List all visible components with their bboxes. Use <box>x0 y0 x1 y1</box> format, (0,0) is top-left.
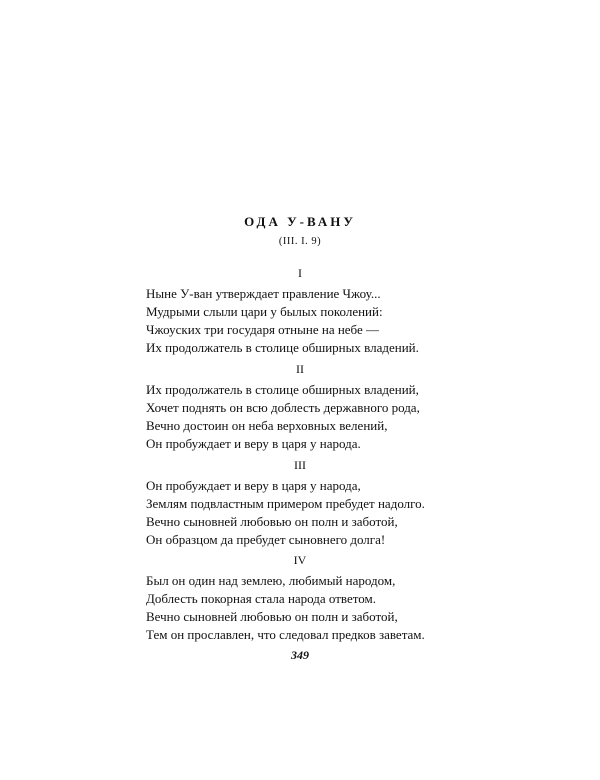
verse-line: Ныне У-ван утверждает правление Чжоу... <box>146 286 381 301</box>
stanza-numeral: II <box>296 362 304 376</box>
verse-line: Он образцом да пребудет сыновнего долга! <box>146 532 386 547</box>
stanza-numeral: IV <box>293 553 307 567</box>
verse-line: Чжоуских три государя отныне на небе — <box>146 322 380 337</box>
poem-reference: (III. I. 9) <box>278 236 322 247</box>
verse-line: Он пробуждает и веру в царя у народа, <box>146 478 361 493</box>
stanza <box>146 285 476 357</box>
verse-line: Был он один над землею, любимый народом, <box>146 573 396 588</box>
poem-title: ОДА У-ВАНУ <box>244 214 356 229</box>
verse-line: Вечно сыновней любовью он полн и заботой, <box>146 609 398 624</box>
stanza-numeral: I <box>298 266 302 280</box>
verse-line: Вечно сыновней любовью он полн и заботой, <box>146 514 398 529</box>
stanza <box>146 477 476 549</box>
stanza <box>146 572 476 644</box>
verse-line: Доблесть покорная стала народа ответом. <box>146 591 377 606</box>
stanza <box>146 381 476 453</box>
stanza-numeral: III <box>294 458 306 472</box>
verse-line: Мудрыми слыли цари у былых поколений: <box>146 304 383 319</box>
verse-line: Он пробуждает и веру в царя у народа. <box>146 436 361 451</box>
verse-line: Вечно достоин он неба верховных велений, <box>146 418 388 433</box>
verse-line: Их продолжатель в столице обширных владений. <box>146 340 419 355</box>
page-number: 349 <box>291 648 309 662</box>
verse-line: Тем он прославлен, что следовал предков заветам. <box>146 627 425 642</box>
verse-line: Землям подвластным примером пребудет надолго. <box>146 496 425 511</box>
verse-line: Их продолжатель в столице обширных владений, <box>146 382 419 397</box>
verse-line: Хочет поднять он всю доблесть державного рода, <box>146 400 420 415</box>
